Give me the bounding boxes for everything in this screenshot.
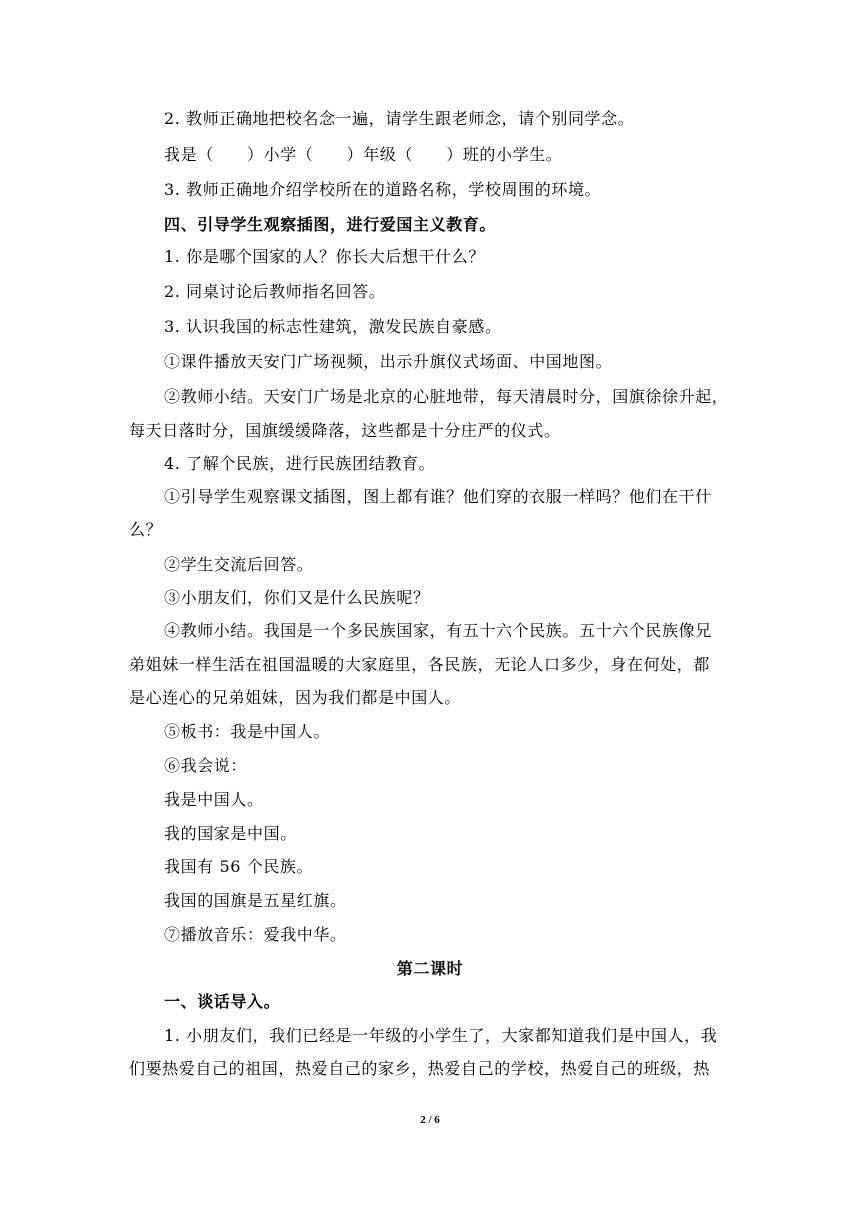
paragraph-line: ①引导学生观察课文插图，图上都有谁？他们穿的衣服一样吗？他们在干什 bbox=[164, 487, 712, 506]
paragraph-line: ②学生交流后回答。 bbox=[164, 555, 314, 574]
paragraph-line: ⑦播放音乐：爱我中华。 bbox=[164, 925, 347, 944]
section-heading: 一、谈话导入。 bbox=[164, 992, 281, 1011]
page-number: 2 / 6 bbox=[420, 1114, 440, 1126]
paragraph-line: 我是（ ）小学（ ）年级（ ）班的小学生。 bbox=[164, 145, 563, 164]
paragraph-line: 弟姐妹一样生活在祖国温暖的大家庭里，各民族，无论人口多少，身在何处，都 bbox=[129, 655, 711, 674]
paragraph-line: ④教师小结。我国是一个多民族国家，有五十六个民族。五十六个民族像兄 bbox=[164, 621, 712, 640]
paragraph-line: 我国的国旗是五星红旗。 bbox=[164, 891, 347, 910]
paragraph-line: 3. 教师正确地介绍学校所在的道路名称，学校周围的环境。 bbox=[164, 180, 602, 199]
paragraph-line: 1. 小朋友们，我们已经是一年级的小学生了，大家都知道我们是中国人，我 bbox=[164, 1026, 718, 1045]
paragraph-line: ⑤板书：我是中国人。 bbox=[164, 722, 331, 741]
paragraph-line: ③小朋友们，你们又是什么民族呢？ bbox=[164, 588, 430, 607]
paragraph-line: 1. 你是哪个国家的人？你长大后想干什么？ bbox=[164, 247, 485, 266]
paragraph-line: ②教师小结。天安门广场是北京的心脏地带，每天清晨时分，国旗徐徐升起， bbox=[164, 387, 729, 406]
paragraph-line: ①课件播放天安门广场视频，出示升旗仪式场面、中国地图。 bbox=[164, 352, 613, 371]
paragraph-line: 我是中国人。 bbox=[164, 790, 264, 809]
paragraph-line: 是心连心的兄弟姐妹，因为我们都是中国人。 bbox=[129, 688, 462, 707]
paragraph-line: 我国有 56 个民族。 bbox=[164, 857, 314, 876]
paragraph-line: 我的国家是中国。 bbox=[164, 824, 297, 843]
paragraph-line: 4. 了解个民族，进行民族团结教育。 bbox=[164, 454, 436, 473]
lesson-title: 第二课时 bbox=[396, 959, 464, 978]
paragraph-line: 3. 认识我国的标志性建筑，激发民族自豪感。 bbox=[164, 317, 502, 336]
section-heading: 四、引导学生观察插图，进行爱国主义教育。 bbox=[164, 215, 497, 234]
paragraph-line: ⑥我会说： bbox=[164, 756, 248, 775]
paragraph-line: 2. 教师正确地把校名念一遍，请学生跟老师念，请个别同学念。 bbox=[164, 109, 635, 128]
paragraph-line: 每天日落时分，国旗缓缓降落，这些都是十分庄严的仪式。 bbox=[129, 421, 561, 440]
paragraph-line: 们要热爱自己的祖国，热爱自己的家乡，热爱自己的学校，热爱自己的班级，热 bbox=[129, 1059, 711, 1078]
paragraph-line: 么？ bbox=[129, 520, 163, 539]
paragraph-line: 2. 同桌讨论后教师指名回答。 bbox=[164, 282, 386, 301]
